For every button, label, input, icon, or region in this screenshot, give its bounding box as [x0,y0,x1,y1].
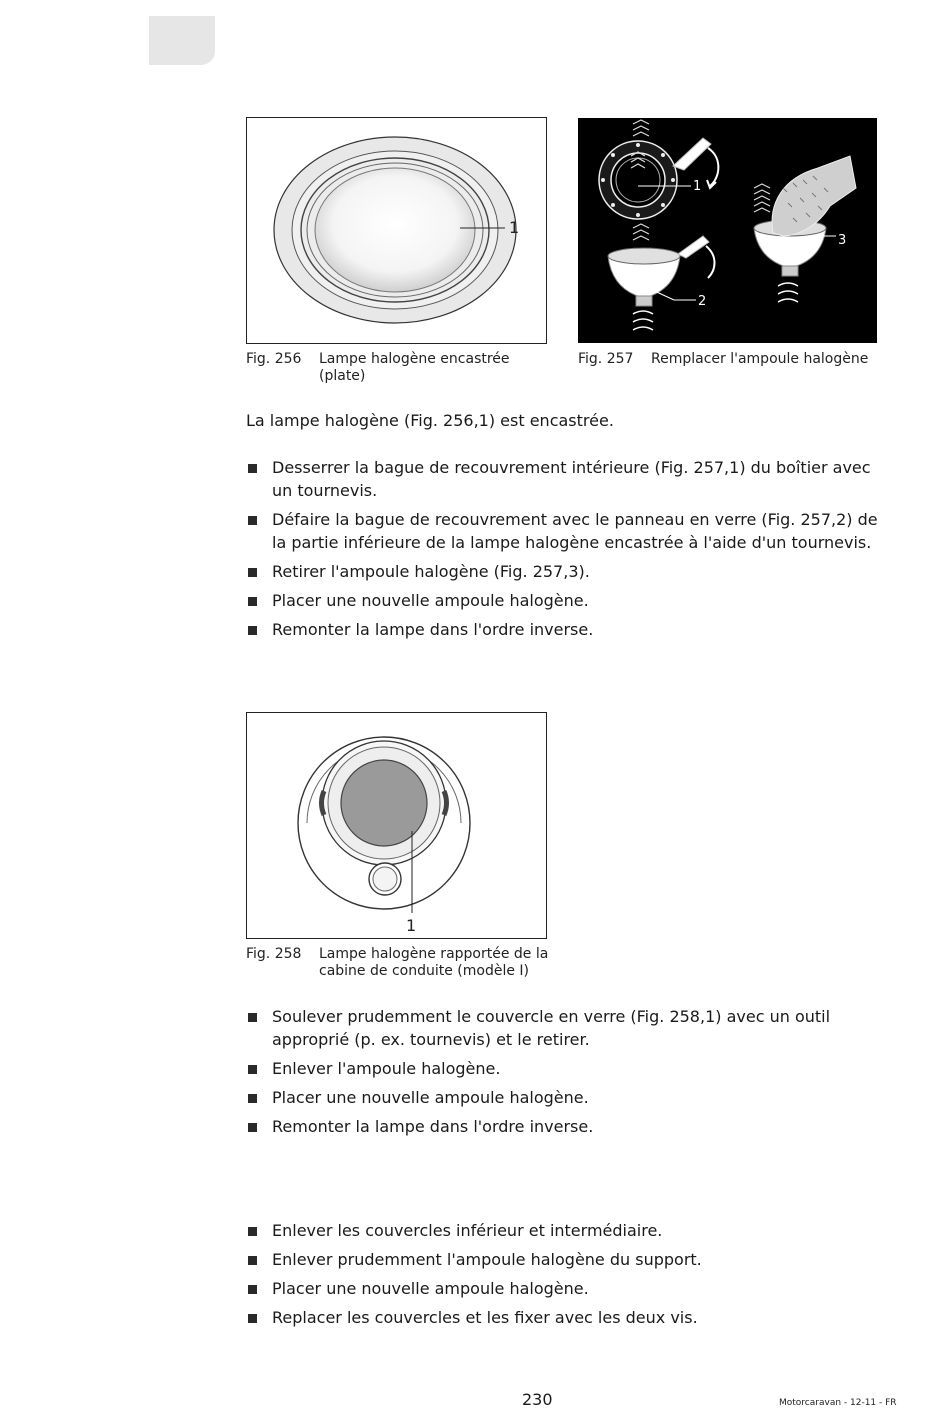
list-item [246,560,886,583]
figure-256-caption-text: Lampe halogène encastrée (plate) [319,351,510,384]
step-text: Enlever prudemment l'ampoule halogène du support. [272,1250,702,1269]
figure-258-image [246,712,547,939]
list-item [246,1115,886,1138]
chapter-tab-marker [149,16,215,65]
figure-257-caption-text: Remplacer l'ampoule halogène [651,351,869,367]
square-bullet-icon [248,1227,257,1236]
footer-document-label: Motorcaravan - 12-11 - FR [779,1398,897,1408]
figure-257-number: Fig. 257 [578,351,634,367]
list-item [246,1277,886,1300]
step-text: Retirer l'ampoule halogène (Fig. 257,3). [272,562,590,581]
section-1-step-list [246,456,886,647]
figure-256-image [246,117,547,344]
list-item [246,1086,886,1109]
section-1-intro: La lampe halogène (Fig. 256,1) est encastrée. [246,411,614,430]
figure-257-callout-2: 2 [698,294,707,309]
step-text: Replacer les couvercles et les fixer avec les deux vis. [272,1308,698,1327]
square-bullet-icon [248,1256,257,1265]
square-bullet-icon [248,1285,257,1294]
square-bullet-icon [248,1013,257,1022]
list-item [246,456,886,502]
figure-256-number: Fig. 256 [246,351,302,367]
step-text: Enlever l'ampoule halogène. [272,1059,501,1078]
square-bullet-icon [248,516,257,525]
list-item [246,508,886,554]
list-item [246,1057,886,1080]
square-bullet-icon [248,1123,257,1132]
step-text: Placer une nouvelle ampoule halogène. [272,591,589,610]
section-3-step-list [246,1219,886,1335]
page-number: 230 [522,1390,553,1409]
figure-257-callout-1: 1 [693,179,702,194]
list-item [246,1306,886,1329]
step-text: Remonter la lampe dans l'ordre inverse. [272,1117,594,1136]
step-text: Placer une nouvelle ampoule halogène. [272,1088,589,1107]
square-bullet-icon [248,568,257,577]
list-item [246,589,886,612]
step-text: Défaire la bague de recouvrement avec le panneau en verre (Fig. 257,2) de la partie inférieure de la lampe halogène encastrée à l'aide d'un tournevis. [272,510,878,552]
figure-257-callout-3: 3 [838,233,847,248]
section-2-step-list [246,1005,886,1144]
square-bullet-icon [248,1314,257,1323]
square-bullet-icon [248,626,257,635]
figure-258-callout-1: 1 [406,916,417,935]
square-bullet-icon [248,1065,257,1074]
square-bullet-icon [248,1094,257,1103]
figure-258-number: Fig. 258 [246,946,302,962]
step-text: Desserrer la bague de recouvrement intérieure (Fig. 257,1) du boîtier avec un tournevis. [272,458,871,500]
step-text: Placer une nouvelle ampoule halogène. [272,1279,589,1298]
list-item [246,1005,886,1051]
square-bullet-icon [248,597,257,606]
figure-258-caption-text: Lampe halogène rapportée de la cabine de conduite (modèle I) [319,946,549,979]
list-item [246,618,886,641]
step-text: Enlever les couvercles inférieur et intermédiaire. [272,1221,663,1240]
step-text: Soulever prudemment le couvercle en verre (Fig. 258,1) avec un outil approprié (p. ex. tournevis) et le retirer. [272,1007,831,1049]
figure-256-callout-1: 1 [509,218,520,237]
step-text: Remonter la lampe dans l'ordre inverse. [272,620,594,639]
square-bullet-icon [248,464,257,473]
figure-257-image [578,118,877,343]
list-item [246,1219,886,1242]
list-item [246,1248,886,1271]
